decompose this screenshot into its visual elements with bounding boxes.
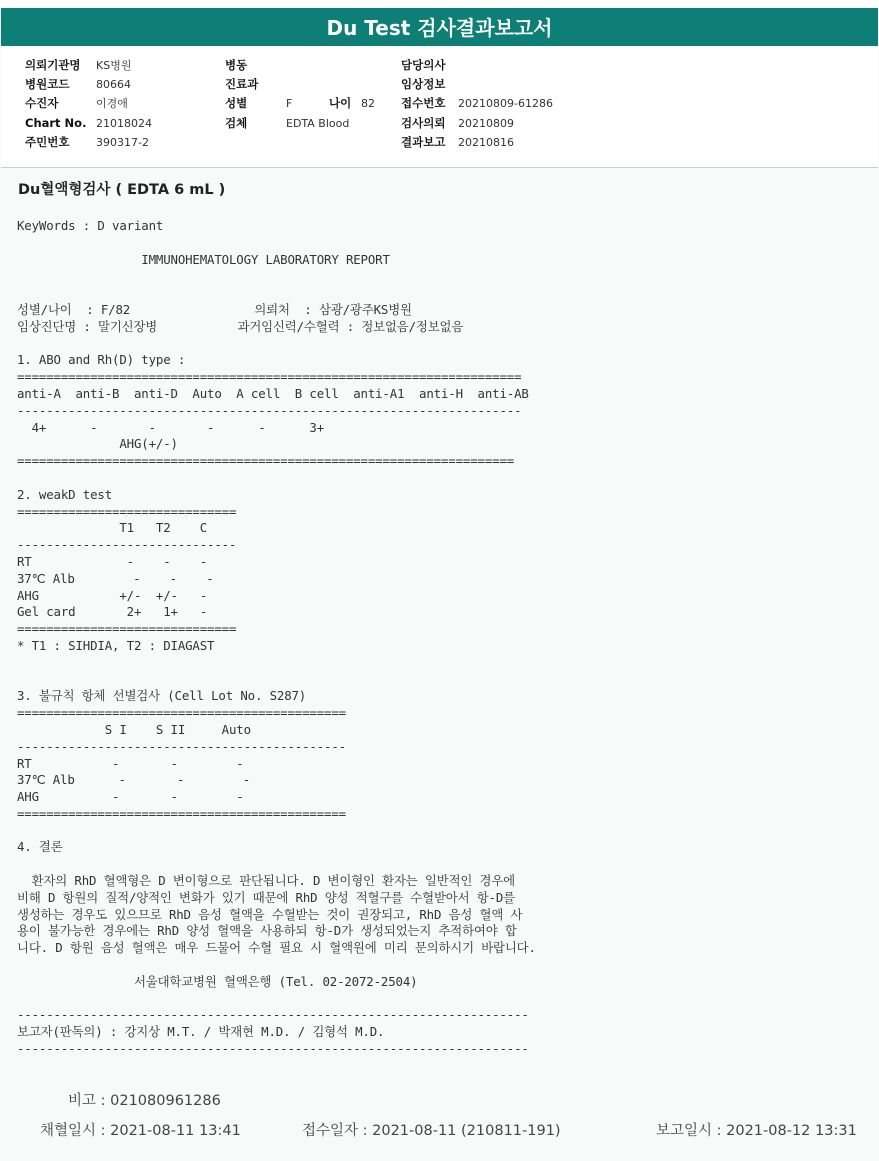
report-line: * T1 : SIHDIA, T2 : DIAGAST [17, 637, 215, 653]
report-line: ============================== [17, 621, 237, 637]
report-line: RT - - - [17, 553, 208, 569]
report-line: 4+ - - - - 3+ [17, 419, 325, 435]
report-line: 니다. D 항원 음성 혈액은 매우 드물어 수혈 필요 시 혈액원에 미리 문의하시기 바랍니다. [17, 940, 536, 956]
report-line: Gel card 2+ 1+ - [17, 604, 208, 620]
report-line [17, 957, 536, 974]
header-value: 80664 [96, 78, 131, 92]
report-line: 서울대학교병원 혈액은행 (Tel. 02-2072-2504) [17, 973, 418, 989]
header-label: 담당의사 [401, 58, 446, 72]
report-line [17, 235, 536, 252]
test-title: Du혈액형검사 ( EDTA 6 mL ) [18, 182, 226, 198]
remark-field: 비고 : 021080961286 [68, 1093, 221, 1109]
header-label: 병동 [225, 58, 248, 72]
report-datetime: 보고일시 : 2021-08-12 13:31 [656, 1123, 857, 1139]
header-label: 임상정보 [401, 77, 446, 92]
header-value: F [286, 97, 293, 111]
report-line: 비해 D 항원의 질적/양적인 변화가 있기 때문에 RhD 양성 적혈구를 수혈받아서 항-D를 [17, 889, 515, 905]
report-line: ---------------------------------------------------------------------- [17, 1041, 529, 1057]
report-line: 생성하는 경우도 있으므로 RhD 음성 혈액을 수혈받는 것이 권장되고, RhD 음성 혈액 사 [17, 906, 523, 922]
report-line: ============================== [17, 503, 237, 519]
report-line: RT - - - [17, 755, 244, 771]
report-line [17, 991, 536, 1008]
header-value: 20210809-61286 [458, 97, 553, 111]
header-value: 이경애 [96, 97, 128, 111]
report-line [17, 856, 536, 873]
report-line: S I S II Auto [17, 721, 251, 737]
report-line: 환자의 RhD 혈액형은 D 변이형으로 판단됩니다. D 변이형인 환자는 일반적인 경우에 [17, 873, 515, 889]
report-line: ---------------------------------------------------------------------- [17, 1007, 529, 1023]
report-line: --------------------------------------------- [17, 738, 346, 754]
header-value: 20210809 [458, 116, 514, 130]
report-line: anti-A anti-B anti-D Auto A cell B cell anti-A1 anti-H anti-AB [17, 385, 529, 401]
header-label: 검체 [225, 115, 248, 130]
header-value: 21018024 [96, 116, 152, 130]
header-label: 수진자 [25, 96, 59, 111]
report-line: ===================================================================== [17, 369, 522, 385]
header-value: 390317-2 [96, 135, 149, 149]
report-line: 임상진단명 : 말기신장병 과거임신력/수혈력 : 정보없음/정보없음 [17, 318, 464, 334]
report-line: --------------------------------------------------------------------- [17, 402, 522, 418]
report-line: ============================================= [17, 805, 346, 821]
report-line: 37℃ Alb - - - [17, 570, 214, 586]
report-text [17, 218, 536, 1058]
report-line: AHG(+/-) [17, 436, 178, 452]
header-label: 나이 [329, 96, 352, 111]
report-line: 3. 불규칙 항체 선별검사 (Cell Lot No. S287) [17, 688, 307, 704]
header-label: 결과보고 [401, 134, 446, 149]
header-value: 82 [361, 97, 375, 111]
receipt-date: 접수일자 : 2021-08-11 (210811-191) [302, 1123, 561, 1139]
header-label: 접수번호 [401, 96, 446, 111]
report-line: ------------------------------ [17, 537, 237, 553]
report-line: 1. ABO and Rh(D) type : [17, 352, 186, 368]
header-value: 20210816 [458, 135, 514, 149]
patient-info-header [1, 46, 878, 168]
report-line: 2. weakD test [17, 486, 113, 502]
header-value: EDTA Blood [286, 116, 350, 130]
report-line: 37℃ Alb - - - [17, 772, 251, 788]
report-line: ============================================= [17, 705, 346, 721]
report-line: KeyWords : D variant [17, 218, 164, 233]
report-line [17, 823, 536, 840]
collect-datetime: 채혈일시 : 2021-08-11 13:41 [40, 1123, 241, 1139]
header-label: 병원코드 [25, 77, 70, 92]
page-title: Du Test 검사결과보고서 [1, 8, 878, 46]
header-label: 검사의뢰 [401, 115, 446, 130]
header-label: 의뢰기관명 [25, 58, 81, 72]
report-line: IMMUNOHEMATOLOGY LABORATORY REPORT [17, 251, 390, 267]
report-line: 용이 불가능한 경우에는 RhD 양성 혈액을 사용하되 항-D가 생성되었는지 추적하여야 합 [17, 923, 517, 939]
report-line: 성별/나이 : F/82 의뢰처 : 삼광/광주KS병원 [17, 301, 412, 317]
report-line: 보고자(판독의) : 강지상 M.T. / 박재현 M.D. / 김형석 M.D. [17, 1024, 385, 1040]
report-line: AHG +/- +/- - [17, 587, 208, 603]
report-line: AHG - - - [17, 789, 244, 805]
report-line [17, 285, 536, 302]
header-label: 주민번호 [25, 134, 70, 149]
report-line [17, 336, 536, 353]
report-line [17, 268, 536, 285]
report-line [17, 655, 536, 672]
report-line: T1 T2 C [17, 520, 208, 536]
report-line: ==================================================================== [17, 453, 515, 469]
header-label: 성별 [225, 96, 248, 111]
header-value: KS병원 [96, 59, 132, 72]
report-line [17, 672, 536, 689]
top-strip [0, 0, 879, 8]
report-line: 4. 결론 [17, 839, 63, 855]
header-label: Chart No. [25, 115, 87, 130]
header-label: 진료과 [225, 77, 259, 92]
report-line [17, 470, 536, 487]
